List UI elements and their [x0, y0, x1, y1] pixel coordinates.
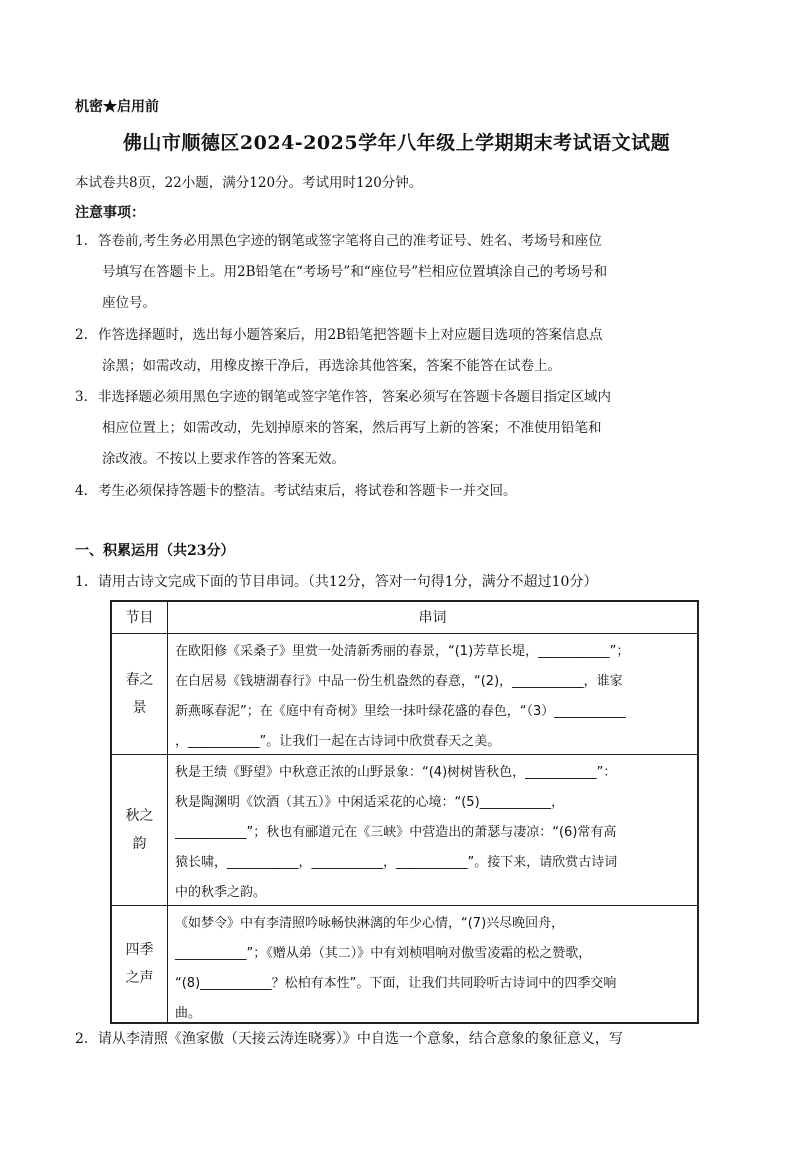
- column-header-program: 节目: [112, 602, 168, 633]
- notice-line: 作答选择题时，选出每小题答案后，用2B铅笔把答题卡上对应题目选项的答案信息点: [98, 327, 603, 343]
- script-line: 在白居易《钱塘湖春行》中品一份生机盎然的春意，“(2)，___________，谁家: [175, 674, 623, 689]
- notice-line: 座位号。: [102, 295, 156, 311]
- script-line: 中的秋季之韵。: [175, 885, 267, 900]
- program-name-line: 春之: [125, 672, 154, 688]
- script-cell: [168, 755, 697, 905]
- script-line: 秋是陶渊明《饮酒（其五）》中闲适采花的心境：“(5)___________，: [175, 795, 565, 810]
- notice-line: 涂改液。不按以上要求作答的答案无效。: [102, 451, 345, 467]
- notice-line: 号填写在答题卡上。用2B铅笔在“考场号”和“座位号”栏相应位置填涂自己的考场号和: [102, 264, 608, 280]
- script-line: ___________”；秋也有郦道元在《三峡》中营造出的萧瑟与凄凉：“(6)常有高: [175, 825, 617, 840]
- program-name-cell: [112, 906, 168, 1022]
- notice-item-number: 4.: [75, 483, 88, 499]
- exam-intro: 本试卷共8页，22小题，满分120分。考试用时120分钟。: [75, 175, 423, 191]
- notice-line: 考生必须保持答题卡的整洁。考试结束后，将试卷和答题卡一并交回。: [98, 483, 517, 499]
- notice-item-number: 3.: [75, 389, 88, 405]
- program-name-line: 四季: [125, 942, 154, 958]
- notice-item-number: 1.: [75, 233, 88, 249]
- script-line: “(8)___________？松柏有本性”。下面，让我们共同聆听古诗词中的四季交响: [175, 976, 617, 991]
- script-line: 在欧阳修《采桑子》里赏一处清新秀丽的春景，“(1)芳草长堤，___________”；: [175, 644, 630, 659]
- notice-item-1: [75, 226, 715, 319]
- program-script-table: [110, 600, 699, 1024]
- script-line: ___________”；《赠从弟（其二）》中有刘桢唱响对傲雪凌霜的松之赞歌，: [175, 946, 592, 961]
- table-row-seasons: [112, 906, 697, 1022]
- program-name-cell: [112, 634, 168, 754]
- program-name-line: 景: [132, 700, 147, 716]
- table-row-spring: [112, 634, 697, 755]
- table-header-row: [112, 602, 697, 634]
- question-1-prompt: 1．请用古诗文完成下面的节目串词。（共12分，答对一句得1分，满分不超过10分）: [75, 574, 598, 590]
- notice-heading: 注意事项：: [75, 205, 145, 221]
- program-name-line: 韵: [132, 836, 147, 852]
- script-line: 新燕啄春泥”；在《庭中有奇树》里绘一抹叶绿花盛的春色，“（3）___________: [175, 704, 626, 719]
- program-name-cell: [112, 755, 168, 905]
- script-line: 《如梦令》中有李清照吟咏畅快淋漓的年少心情，“(7)兴尽晚回舟，: [175, 916, 565, 931]
- script-cell: [168, 906, 697, 1022]
- notice-item-4: [75, 476, 715, 507]
- script-line: 曲。: [175, 1006, 202, 1021]
- exam-title: 佛山市顺德区2024-2025学年八年级上学期期末考试语文试题: [122, 132, 671, 154]
- notice-line: 相应位置上；如需改动，先划掉原来的答案，然后再写上新的答案；不准使用铅笔和: [102, 420, 602, 436]
- table-row-autumn: [112, 755, 697, 906]
- section-heading: 一、积累运用（共23分）: [75, 543, 235, 559]
- script-line: 猿长啸，___________，___________，___________”。接下来，请欣赏古诗词: [175, 855, 618, 870]
- program-name-line: 秋之: [125, 808, 154, 824]
- confidential-label: 机密★启用前: [75, 99, 159, 115]
- notice-line: 答卷前,考生务必用黑色字迹的钢笔或签字笔将自己的准考证号、姓名、考场号和座位: [98, 233, 602, 249]
- notice-item-3: [75, 382, 715, 475]
- question-2-prompt: 2．请从李清照《渔家傲（天接云涛连晓雾）》中自选一个意象，结合意象的象征意义，写: [75, 1031, 623, 1047]
- script-line: ，___________”。让我们一起在古诗词中欣赏春天之美。: [175, 734, 501, 749]
- notice-item-number: 2.: [75, 327, 88, 343]
- notice-line: 涂黑；如需改动，用橡皮擦干净后，再选涂其他答案，答案不能答在试卷上。: [102, 358, 561, 374]
- script-cell: [168, 634, 697, 754]
- program-name-line: 之声: [125, 970, 154, 986]
- column-header-script: 串词: [418, 609, 447, 626]
- notice-item-2: [75, 320, 715, 382]
- notice-line: 非选择题必须用黑色字迹的钢笔或签字笔作答，答案必须写在答题卡各题目指定区域内: [98, 389, 611, 405]
- script-line: 秋是王绩《野望》中秋意正浓的山野景象：“(4)树树皆秋色，___________”：: [175, 765, 617, 780]
